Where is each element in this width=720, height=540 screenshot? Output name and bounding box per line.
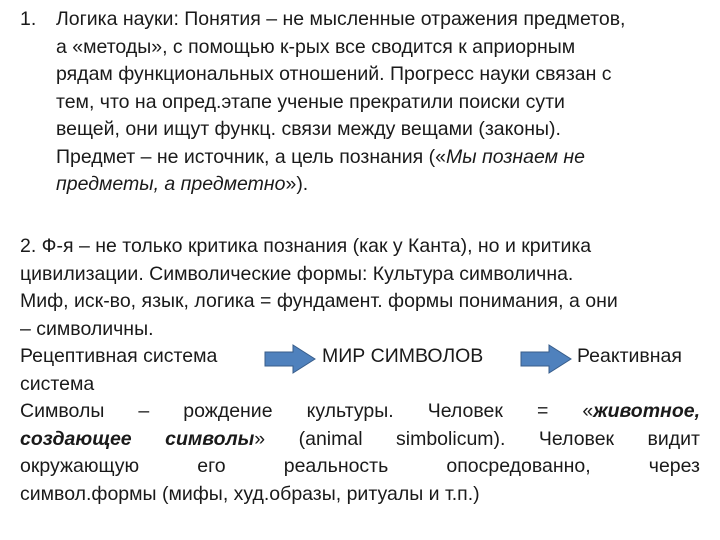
arrow-shape <box>521 345 571 373</box>
text-run: Символы – рождение культуры. Человек = « <box>20 400 594 422</box>
text-line <box>20 398 700 426</box>
bold-italic-term: животное, <box>593 400 700 422</box>
world-of-symbols-label: МИР СИМВОЛОВ <box>322 345 484 367</box>
text-line: рядам функциональных отношений. Прогресс науки связан с <box>56 63 612 85</box>
list-number: 1. <box>20 8 37 30</box>
text-line: Логика науки: Понятия – не мысленные отражения предметов, <box>56 8 626 30</box>
text-run: Предмет – не источник, а цель познания (« <box>56 145 446 168</box>
receptive-system-label: Рецептивная система <box>20 345 218 367</box>
list-item-1-text <box>56 6 710 199</box>
text-line <box>20 426 700 454</box>
list-item-1 <box>20 6 710 199</box>
italic-quote-part-1: Мы познаем не <box>445 145 585 168</box>
text-line: система <box>20 372 95 395</box>
text-line: символ.формы (мифы, худ.образы, ритуалы и т.п.) <box>20 482 480 505</box>
arrow-shape <box>265 345 315 373</box>
text-line: а «методы», с помощью к-рых все сводится к априорным <box>56 35 576 58</box>
italic-quote-part-2: предметы, а предметно <box>56 173 286 195</box>
text-line: вещей, они ищут функц. связи между вещами (законы). <box>56 118 561 140</box>
right-arrow-icon <box>520 344 572 374</box>
text-line: окружающую его реальность опосредованно, через <box>20 455 700 477</box>
text-line: тем, что на опред.этапе ученые прекратили поиски сути <box>56 90 565 113</box>
text-line: Миф, иск-во, язык, логика = фундамент. формы понимания, а они <box>20 290 618 312</box>
text-run: »). <box>285 173 309 195</box>
bold-italic-term: создающее символы <box>20 427 255 450</box>
paragraph-2 <box>20 233 700 508</box>
text-line <box>56 144 710 172</box>
symbol-flow-row <box>20 343 700 371</box>
text-line: цивилизации. Символические формы: Культура символична. <box>20 262 574 285</box>
text-run: » (animal simbolicum). Человек видит <box>254 427 700 450</box>
reactive-label: Реактивная <box>577 345 682 367</box>
text-line <box>56 171 710 199</box>
right-arrow-icon <box>264 344 316 374</box>
text-line: – символичны. <box>20 317 154 340</box>
text-line: 2. Ф-я – не только критика познания (как у Канта), но и критика <box>20 235 592 257</box>
